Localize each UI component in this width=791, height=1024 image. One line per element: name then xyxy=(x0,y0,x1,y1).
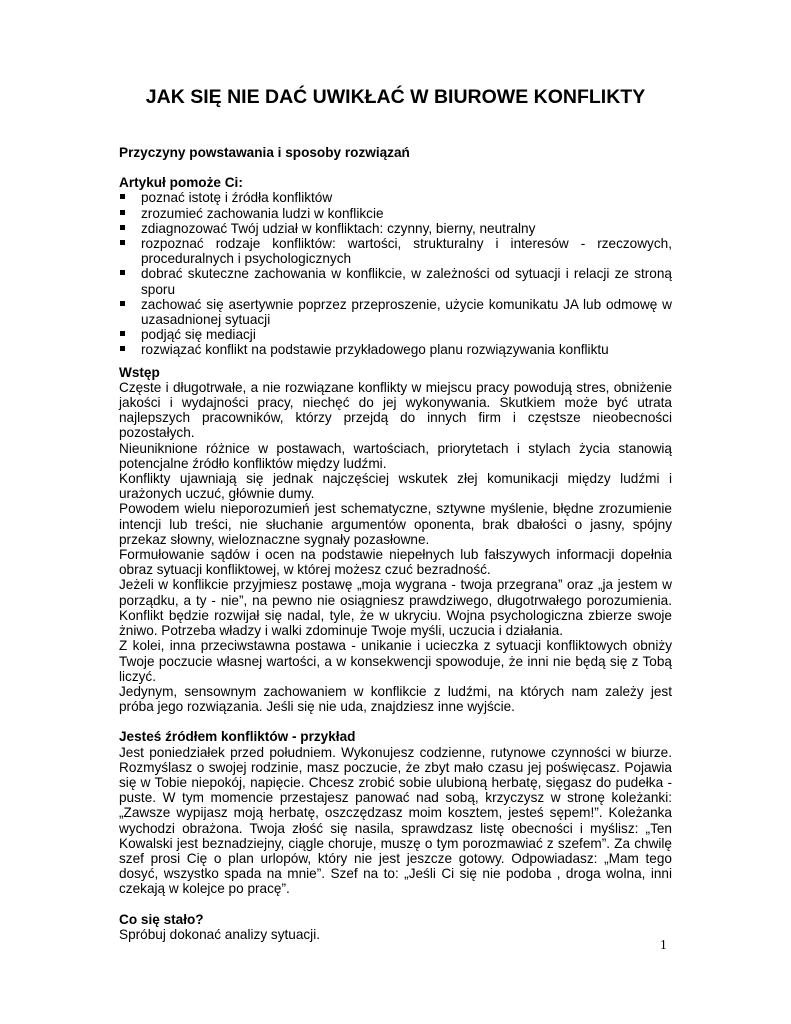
document-subtitle: Przyczyny powstawania i sposoby rozwiązań xyxy=(119,145,410,160)
page-number: 1 xyxy=(660,937,667,952)
list-item: zachować się asertywnie poprzez przeproszenie, użycie komunikatu JA lub odmowę w uzasadnionej sytuacji xyxy=(119,297,672,327)
list-item: rozwiązać konflikt na podstawie przykładowego planu rozwiązywania konfliktu xyxy=(119,342,672,357)
list-item: zdiagnozować Twój udział w konfliktach: czynny, bierny, neutralny xyxy=(119,221,672,236)
document-page xyxy=(119,84,672,942)
analysis-heading: Co się stało? xyxy=(119,911,204,927)
intro-paragraph: Nieuniknione różnice w postawach, wartościach, priorytetach i stylach życia stanowią potencjalne źródło konfliktów między ludźmi. xyxy=(119,440,672,471)
article-heading: Artykuł pomoże Ci: xyxy=(119,175,243,191)
list-item: rozpoznać rodzaje konfliktów: wartości, strukturalny i interesów - rzeczowych, proceduralnych i psychologicznych xyxy=(119,236,672,266)
intro-paragraph: Jeżeli w konflikcie przyjmiesz postawę „moja wygrana - twoja przegrana” oraz „ja jestem w porządku, a ty - nie”, na pewno nie osiągniesz prawdziwego, długotrwałego porozumienia. Konflikt będzie rozwijał się nadal, tyle, że w ukryciu. Wojna psychologiczna zbierze swoje żniwo. Potrzeba władzy i walki zdominuje Twoje myśli, uczucia i działania. xyxy=(119,577,672,639)
intro-paragraph: Jedynym, sensownym zachowaniem w konflikcie z ludźmi, na których nam zależy jest próba jego rozwiązania. Jeśli się nie uda, znajdziesz inne wyjście. xyxy=(119,683,672,715)
article-bullet-list xyxy=(119,190,672,357)
intro-heading: Wstęp xyxy=(119,364,160,380)
example-heading: Jesteś źródłem konfliktów - przykład xyxy=(119,729,356,745)
intro-paragraph: Powodem wielu nieporozumień jest schematyczne, sztywne myślenie, błędne zrozumienie intencji lub treści, nie słuchanie argumentów oponenta, brak dbałości o jasny, spójny przekaz słowny, wieloznaczne sygnały pozasłowne. xyxy=(119,501,672,547)
analysis-paragraph: Spróbuj dokonać analizy sytuacji. xyxy=(119,926,320,942)
intro-paragraph: Konflikty ujawniają się jednak najczęściej wskutek złej komunikacji między ludźmi i urażonych uczuć, głównie dumy. xyxy=(119,471,672,502)
list-item: podjąć się mediacji xyxy=(119,327,672,342)
intro-paragraph: Częste i długotrwałe, a nie rozwiązane konflikty w miejscu pracy powodują stres, obniżenie jakości i wydajności pracy, niechęć do jej wykonywania. Skutkiem może być utrata najlepszych pracowników, którzy przejdą do innych firm i częstsze nieobecności pozostałych. xyxy=(119,379,672,441)
list-item: poznać istotę i źródła konfliktów xyxy=(119,190,672,205)
list-item: dobrać skuteczne zachowania w konflikcie, w zależności od sytuacji i relacji ze stroną sporu xyxy=(119,266,672,296)
example-paragraph: Jest poniedziałek przed południem. Wykonujesz codzienne, rutynowe czynności w biurze. Rozmyślasz o swojej rodzinie, masz poczucie, że zbyt mało czasu jej poświęcasz. Pojawia się w Tobie niepokój, napięcie. Chcesz zrobić sobie ulubioną herbatę, sięgasz do pudełka - puste. W tym momencie przestajesz panować nad sobą, krzyczysz w stronę koleżanki: „Zawsze wypijasz moją herbatę, oszczędzasz moim kosztem, jesteś sępem!”. Koleżanka wychodzi obrażona. Twoja złość się nasila, sprawdzasz listę obecności i myślisz: „Ten Kowalski jest beznadziejny, ciągle choruje, muszę o tym porozmawiać z szefem”. Za chwilę szef prosi Cię o plan urlopów, który nie jest jeszcze gotowy. Odpowiadasz: „Mam tego dosyć, wszystko spada na mnie”. Szef na to: „Jeśli Ci się nie podoba , droga wolna, inni czekają w kolejce po pracę”. xyxy=(119,744,672,897)
intro-paragraph: Formułowanie sądów i ocen na podstawie niepełnych lub fałszywych informacji dopełnia obraz sytuacji konfliktowej, w której możesz czuć bezradność. xyxy=(119,547,672,578)
document-title: JAK SIĘ NIE DAĆ UWIKŁAĆ W BIUROWE KONFLIKTY xyxy=(145,86,646,108)
intro-paragraph: Z kolei, inna przeciwstawna postawa - unikanie i ucieczka z sytuacji konfliktowych obniży Twoje poczucie własnej wartości, a w konsekwencji spowoduje, że inni nie będą się z Tobą liczyć. xyxy=(119,638,672,684)
list-item: zrozumieć zachowania ludzi w konflikcie xyxy=(119,206,672,221)
